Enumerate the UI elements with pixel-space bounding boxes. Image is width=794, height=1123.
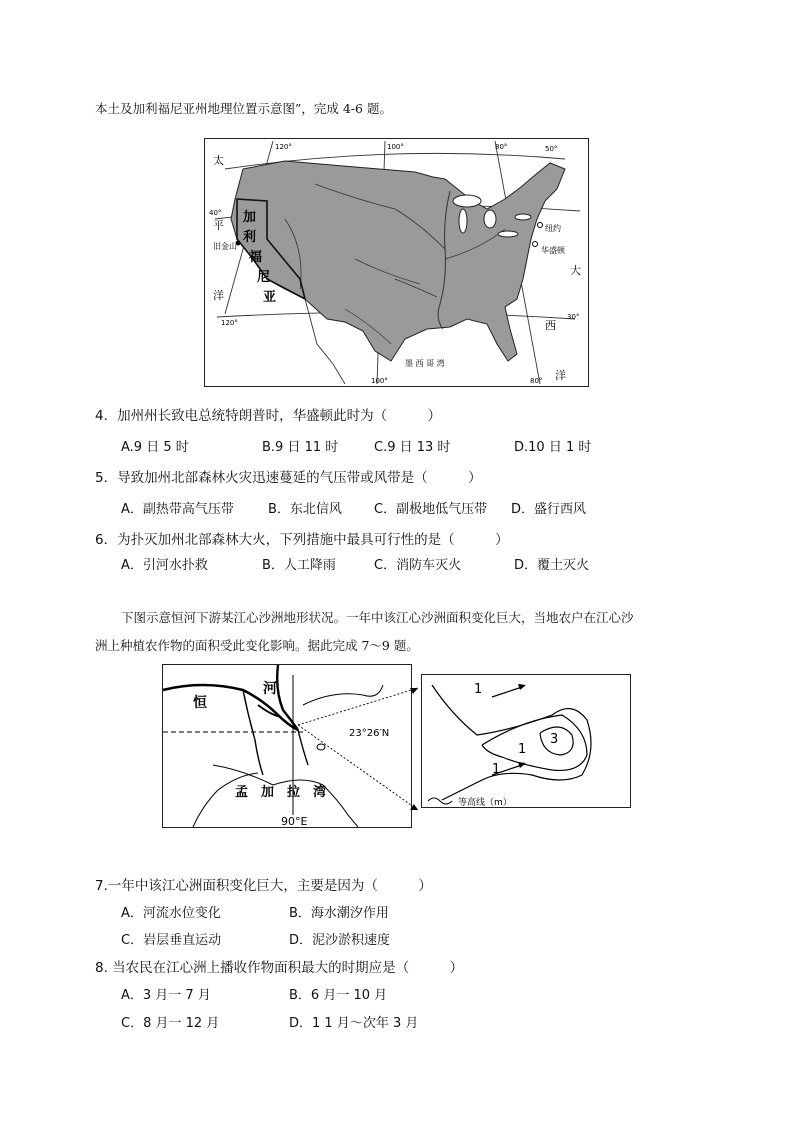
contour-label-3: 3: [550, 732, 559, 747]
q4-option-c[interactable]: C.9 日 13 时: [374, 440, 451, 455]
tropic-label: 23°26′N: [349, 728, 390, 739]
question-6-stem: 6．为扑灭加州北部森林大火，下列措施中最具可行性的是（ ）: [95, 532, 509, 548]
ocean-left-1: 太: [213, 154, 224, 167]
lon-100-label: 100°: [387, 143, 404, 151]
contour-label-1c: 1: [492, 762, 501, 777]
intro-text-1: 本土及加利福尼亚州地理位置示意图”，完成 4-6 题。: [95, 101, 392, 116]
lon-120-label-b: 120°: [221, 319, 238, 327]
contour-label-1b: 1: [518, 742, 527, 757]
ocean-left-2: 平: [213, 219, 224, 232]
question-7-stem: 7.一年中该江心洲面积变化巨大，主要是因为（ ）: [95, 878, 432, 894]
lat-30-label: 30°: [567, 313, 580, 321]
question-4-stem: 4．加州州长致电总统特朗普时，华盛顿此时为（ ）: [95, 408, 442, 424]
state-char-3: 福: [249, 250, 263, 265]
q4-option-d[interactable]: D.10 日 1 时: [514, 440, 592, 455]
q7-option-d[interactable]: D．泥沙淤积速度: [289, 933, 391, 948]
contour-label-1a: 1: [474, 682, 483, 697]
intro-text-2-line-2: 洲上种植农作物的面积受此变化影响。据此完成 7～9 题。: [95, 638, 419, 653]
q8-option-c[interactable]: C．8 月一 12 月: [121, 1016, 220, 1031]
q7-option-c[interactable]: C．岩层垂直运动: [121, 933, 222, 948]
flow-arrowhead-bottom: [518, 762, 526, 768]
ocean-right-2: 西: [545, 319, 556, 332]
gulf-label: 墨 西 哥 湾: [405, 359, 445, 368]
lon-100-label-b: 100°: [371, 377, 388, 385]
question-5-stem: 5．导致加州北部森林火灾迅速蔓延的气压带或风带是（ ）: [95, 470, 482, 486]
ny-label: 纽约: [545, 224, 561, 233]
lon-label: 90°E: [281, 815, 308, 827]
river-char-1: 恒: [193, 695, 207, 711]
sf-label: 旧金山: [213, 242, 237, 251]
state-char-4: 尼: [257, 270, 271, 285]
river-char-2: 河: [263, 681, 277, 697]
q7-option-a[interactable]: A．河流水位变化: [121, 906, 221, 921]
ocean-right-3: 洋: [555, 369, 566, 382]
ocean-left-3: 洋: [213, 289, 224, 302]
q8-option-b[interactable]: B．6 月一 10 月: [289, 988, 388, 1003]
intro-text-2-line-1: 下图示意恒河下游某江心沙洲地形状况。一年中该江心沙洲面积变化巨大，当地农户在江心沙: [121, 610, 634, 625]
lon-80-label-b: 80°: [530, 377, 543, 385]
q6-option-d[interactable]: D．覆土灭火: [514, 558, 590, 573]
q5-option-a[interactable]: A．副热带高气压带: [121, 502, 234, 517]
legend-line-icon: [428, 798, 452, 804]
contour-map-svg: [422, 675, 630, 807]
q8-option-d[interactable]: D．1 1 月～次年 3 月: [289, 1016, 419, 1031]
lon-80-label: 80°: [495, 143, 508, 151]
bay-label: 孟 加 拉 湾: [235, 785, 327, 800]
ocean-right-1: 大: [570, 264, 581, 277]
flow-arrowhead-top: [518, 684, 526, 690]
state-char-1: 加: [243, 210, 257, 225]
lat-50-label: 50°: [545, 145, 558, 153]
q4-option-b[interactable]: B.9 日 11 时: [262, 440, 339, 455]
contour-map: [421, 674, 631, 808]
q6-option-a[interactable]: A．引河水扑救: [121, 558, 208, 573]
lon-120-label: 120°: [275, 143, 292, 151]
q7-option-b[interactable]: B．海水潮汐作用: [289, 906, 389, 921]
state-char-2: 利: [243, 230, 257, 245]
flow-arrow-top: [492, 687, 522, 697]
q6-option-b[interactable]: B．人工降雨: [262, 558, 336, 573]
q5-option-d[interactable]: D．盛行西风: [511, 502, 587, 517]
q8-option-a[interactable]: A．3 月一 7 月: [121, 988, 211, 1003]
q5-option-b[interactable]: B．东北信风: [268, 502, 342, 517]
q4-option-a[interactable]: A.9 日 5 时: [121, 440, 189, 455]
question-8-stem: 8. 当农民在江心洲上播收作物面积最大的时期应是（ ）: [95, 960, 464, 976]
dc-label: 华盛顿: [541, 246, 565, 255]
q5-option-c[interactable]: C．副极地低气压带: [374, 502, 488, 517]
lat-40-label: 40°: [209, 209, 222, 217]
state-char-5: 亚: [263, 290, 277, 305]
q6-option-c[interactable]: C．消防车灭火: [374, 558, 462, 573]
contour-outer: [432, 685, 591, 800]
legend-label: 等高线（m）: [458, 798, 512, 807]
